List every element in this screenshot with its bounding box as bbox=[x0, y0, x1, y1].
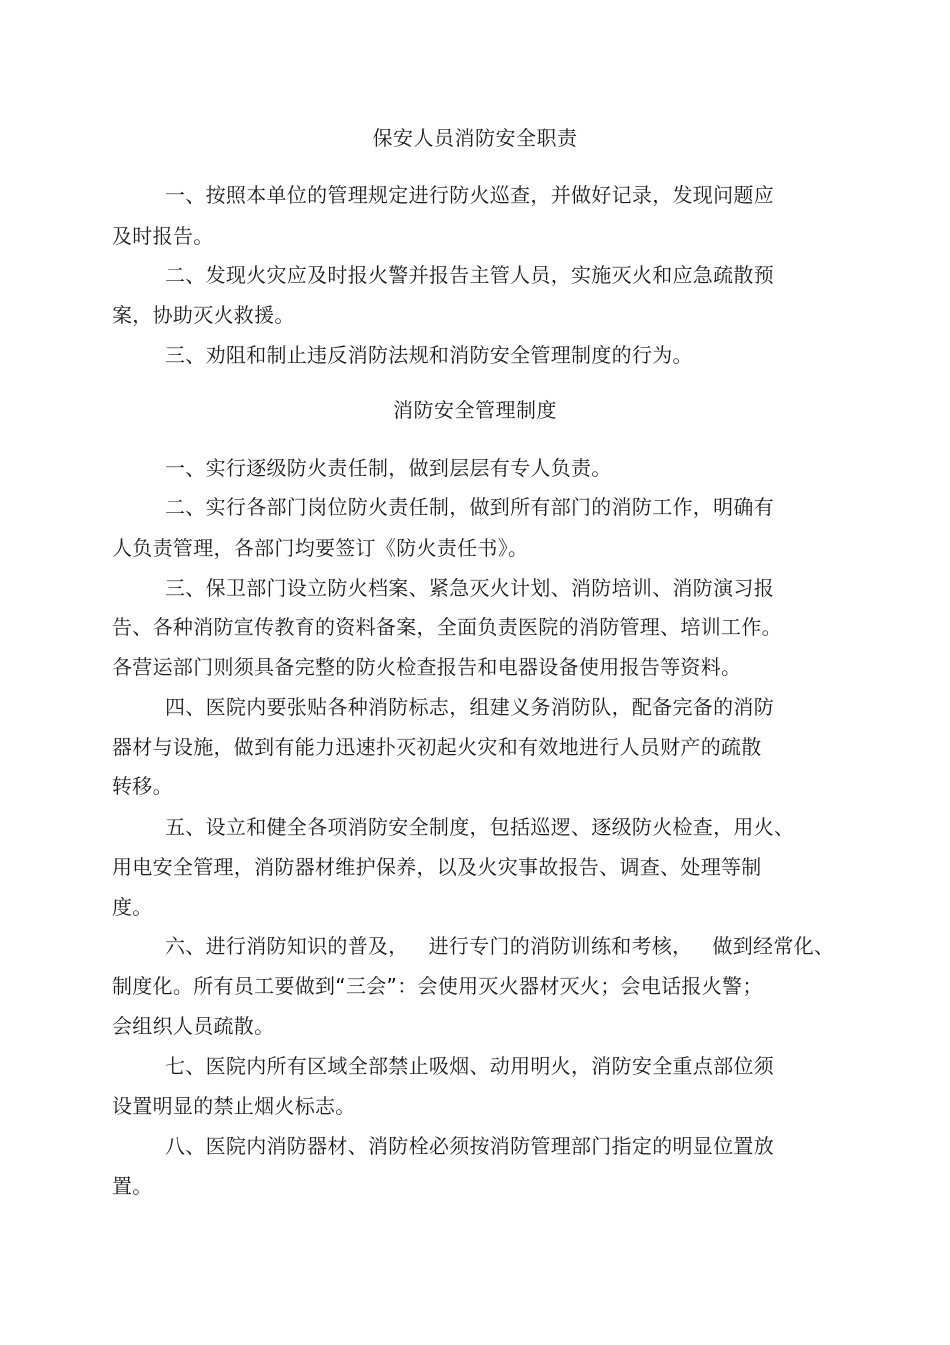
paragraph-line: 三、保卫部门设立防火档案、紧急灭火计划、消防培训、消防演习报 bbox=[165, 576, 774, 600]
paragraph-line: 四、医院内要张贴各种消防标志，组建义务消防队，配备完备的消防 bbox=[165, 695, 774, 719]
paragraph-line: 用电安全管理，消防器材维护保养，以及火灾事故报告、调查、处理等制 bbox=[112, 855, 762, 879]
paragraph-line: 一、按照本单位的管理规定进行防火巡查，并做好记录，发现问题应 bbox=[165, 183, 774, 207]
paragraph-line: 八、医院内消防器材、消防栓必须按消防管理部门指定的明显位置放 bbox=[165, 1134, 774, 1158]
paragraph-line: 二、发现火灾应及时报火警并报告主管人员，实施灭火和应急疏散预 bbox=[165, 263, 774, 287]
section-title-security-duties: 保安人员消防安全职责 bbox=[372, 126, 578, 150]
paragraph-line: 制度化。所有员工要做到“三会”：会使用灭火器材灭火；会电话报火警； bbox=[112, 974, 763, 998]
paragraph-line: 五、设立和健全各项消防安全制度，包括巡逻、逐级防火检查，用火、 bbox=[165, 815, 795, 839]
paragraph-line: 六、进行消防知识的普及， 进行专门的消防训练和考核， 做到经常化、 bbox=[165, 934, 835, 958]
paragraph-line: 三、劝阻和制止违反消防法规和消防安全管理制度的行为。 bbox=[165, 343, 693, 367]
paragraph-line: 及时报告。 bbox=[112, 224, 214, 248]
paragraph-line: 会组织人员疏散。 bbox=[112, 1014, 275, 1038]
paragraph-line: 一、实行逐级防火责任制，做到层层有专人负责。 bbox=[165, 456, 612, 480]
paragraph-line: 七、医院内所有区域全部禁止吸烟、动用明火，消防安全重点部位须 bbox=[165, 1054, 774, 1078]
paragraph-line: 器材与设施，做到有能力迅速扑灭初起火灾和有效地进行人员财产的疏散 bbox=[112, 735, 762, 759]
paragraph-line: 各营运部门则须具备完整的防火检查报告和电器设备使用报告等资料。 bbox=[112, 655, 742, 679]
paragraph-line: 二、实行各部门岗位防火责任制，做到所有部门的消防工作，明确有 bbox=[165, 495, 774, 519]
paragraph-line: 人负责管理，各部门均要签订《防火责任书》。 bbox=[112, 536, 529, 560]
paragraph-line: 设置明显的禁止烟火标志。 bbox=[112, 1094, 356, 1118]
paragraph-line: 转移。 bbox=[112, 774, 173, 798]
paragraph-line: 告、各种消防宣传教育的资料备案，全面负责医院的消防管理、培训工作。 bbox=[112, 615, 782, 639]
paragraph-line: 度。 bbox=[112, 895, 153, 919]
paragraph-line: 置。 bbox=[112, 1174, 153, 1198]
section-title-fire-management: 消防安全管理制度 bbox=[393, 398, 557, 422]
paragraph-line: 案，协助灭火救援。 bbox=[112, 303, 295, 327]
